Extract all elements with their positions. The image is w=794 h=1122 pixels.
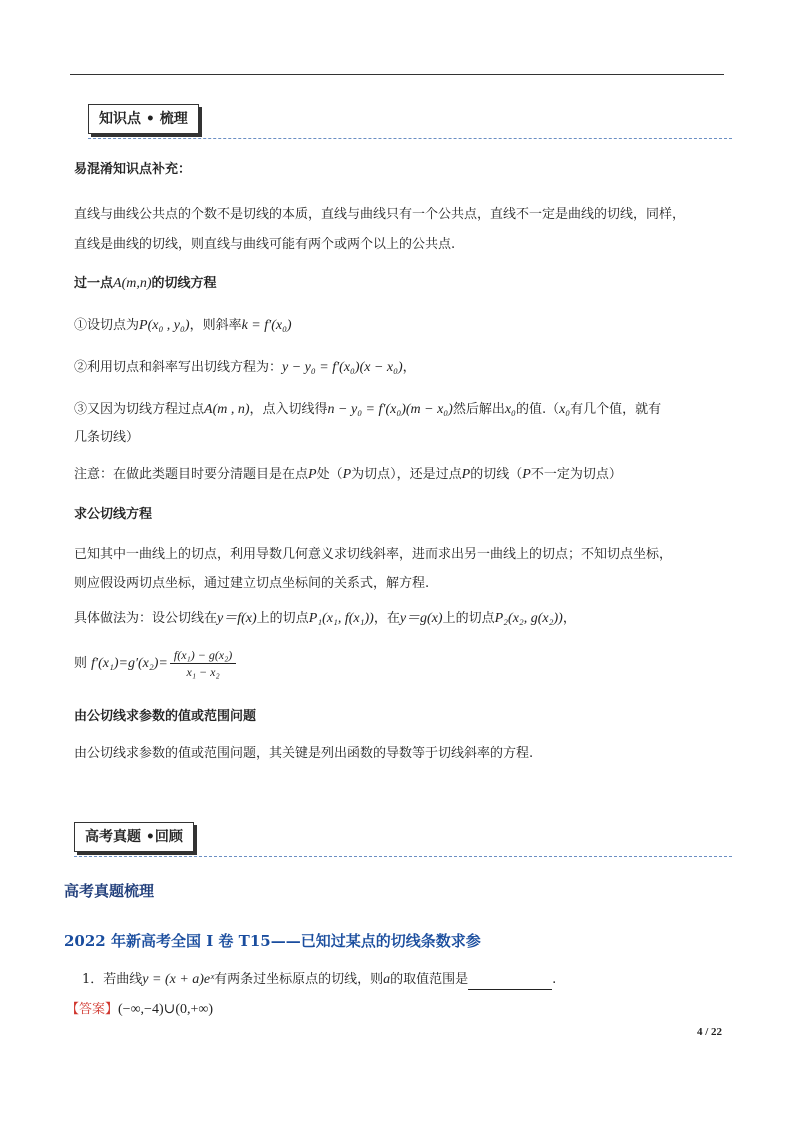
- answer-value: (−∞,−4)∪(0,+∞): [118, 1002, 214, 1017]
- section-divider: [88, 138, 732, 139]
- math-expression: y＝g(x): [399, 611, 443, 626]
- method-text: 上的切点: [256, 611, 309, 626]
- fraction: [170, 647, 236, 680]
- formula-prefix: 则: [74, 656, 88, 671]
- point-p: P: [461, 467, 471, 482]
- step-text: 有几个值，就有: [570, 402, 662, 417]
- answer-tag: 【答案】: [66, 1002, 119, 1017]
- math-expression: P(x₀ , y₀): [139, 318, 190, 333]
- question-text: .: [552, 972, 557, 987]
- header-rule: [70, 74, 724, 75]
- point-p: P: [522, 467, 531, 482]
- section-divider: [74, 856, 732, 857]
- heading-common-tangent: 求公切线方程: [74, 507, 153, 522]
- note-text: 处（: [316, 467, 343, 482]
- paragraph-line: 则应假设两切点坐标，通过建立切点坐标间的关系式，解方程.: [74, 576, 430, 591]
- step-text: ②利用切点和斜率写出切线方程为：: [74, 360, 283, 375]
- heading-text: 过一点: [74, 276, 114, 291]
- section-label-exam: 高考真题 •回顾: [74, 822, 194, 852]
- math-expression: P₂(x₂, g(x₂)): [494, 611, 563, 626]
- answer-blank: [468, 975, 552, 990]
- paragraph-line: 直线是曲线的切线，则直线与曲线可能有两个或两个以上的公共点.: [74, 237, 456, 252]
- step-3: [74, 400, 661, 420]
- answer-line: [66, 1000, 213, 1020]
- method-line: [74, 609, 576, 629]
- heading-confusing: 易混淆知识点补充：: [74, 162, 192, 177]
- step-text: ，则斜率: [189, 318, 242, 333]
- paragraph-line: 由公切线求参数的值或范围问题，其关键是列出函数的导数等于切线斜率的方程.: [74, 746, 534, 761]
- heading-text: 的切线方程: [151, 276, 217, 291]
- note-text: 不一定为切点）: [530, 467, 622, 482]
- note-text: 注意：在做此类题目时要分清题目是在点: [74, 467, 309, 482]
- step-text: ，: [402, 360, 416, 375]
- step-1: [74, 316, 292, 336]
- fraction-numerator: f(x₁) − g(x₂): [170, 647, 236, 664]
- math-expression: x₀: [504, 402, 516, 417]
- step-text: ①设切点为: [74, 318, 140, 333]
- math-expression: P₁(x₁, f(x₁)): [308, 611, 374, 626]
- heading-param: 由公切线求参数的值或范围问题: [74, 709, 257, 724]
- paragraph-line: 已知其中一曲线上的切点，利用导数几何意义求切线斜率，进而求出另一曲线上的切点；不知切点坐标，: [74, 547, 673, 562]
- question-text: 1．若曲线: [82, 972, 143, 987]
- step-text: 的值.（: [515, 402, 560, 417]
- question-1: [82, 970, 556, 990]
- math-expression: x₀: [559, 402, 571, 417]
- math-expression: A(m , n): [204, 402, 250, 417]
- page-number: 4 / 22: [696, 1026, 722, 1038]
- note-text: 为切点），还是过点: [351, 467, 462, 482]
- math-expression: k = f′(x₀): [241, 318, 292, 333]
- exam-title: 2022 年新高考全国 I 卷 T15——已知过某点的切线条数求参: [64, 932, 481, 950]
- fraction-denominator: x₁ − x₂: [186, 665, 220, 679]
- formula-line: [74, 646, 236, 682]
- step-text: 然后解出: [452, 402, 505, 417]
- paragraph-line: 直线与曲线公共点的个数不是切线的本质，直线与曲线只有一个公共点，直线不一定是曲线的切线，同样，: [74, 207, 686, 222]
- math-expression: y − y₀ = f′(x₀)(x − x₀): [282, 360, 403, 375]
- method-text: 上的切点: [442, 611, 495, 626]
- math-variable: a: [383, 972, 391, 987]
- method-text: 具体做法为：设公切线在: [74, 611, 218, 626]
- math-expression: y = (x + a)eˣ: [142, 972, 215, 987]
- heading-through-point: [74, 274, 217, 294]
- point-p: P: [342, 467, 352, 482]
- method-text: ，在: [373, 611, 400, 626]
- point-a-math: A(m,n): [113, 276, 152, 291]
- method-text: ，: [562, 611, 576, 626]
- note-text: 的切线（: [470, 467, 523, 482]
- step-3-continued: 几条切线）: [74, 430, 140, 445]
- formula-lhs: f′(x₁)=g′(x₂)=: [91, 656, 168, 671]
- section-label-knowledge: 知识点 • 梳理: [88, 104, 199, 134]
- question-text: 的取值范围是: [390, 972, 469, 987]
- question-text: 有两条过坐标原点的切线，则: [214, 972, 384, 987]
- math-expression: y＝f(x): [217, 611, 257, 626]
- step-text: ，点入切线得: [249, 402, 328, 417]
- step-2: [74, 358, 416, 378]
- point-p: P: [308, 467, 317, 482]
- note: [74, 465, 622, 485]
- exam-heading: 高考真题梳理: [64, 882, 155, 900]
- step-text: ③又因为切线方程过点: [74, 402, 205, 417]
- math-expression: n − y₀ = f′(x₀)(m − x₀): [327, 402, 453, 417]
